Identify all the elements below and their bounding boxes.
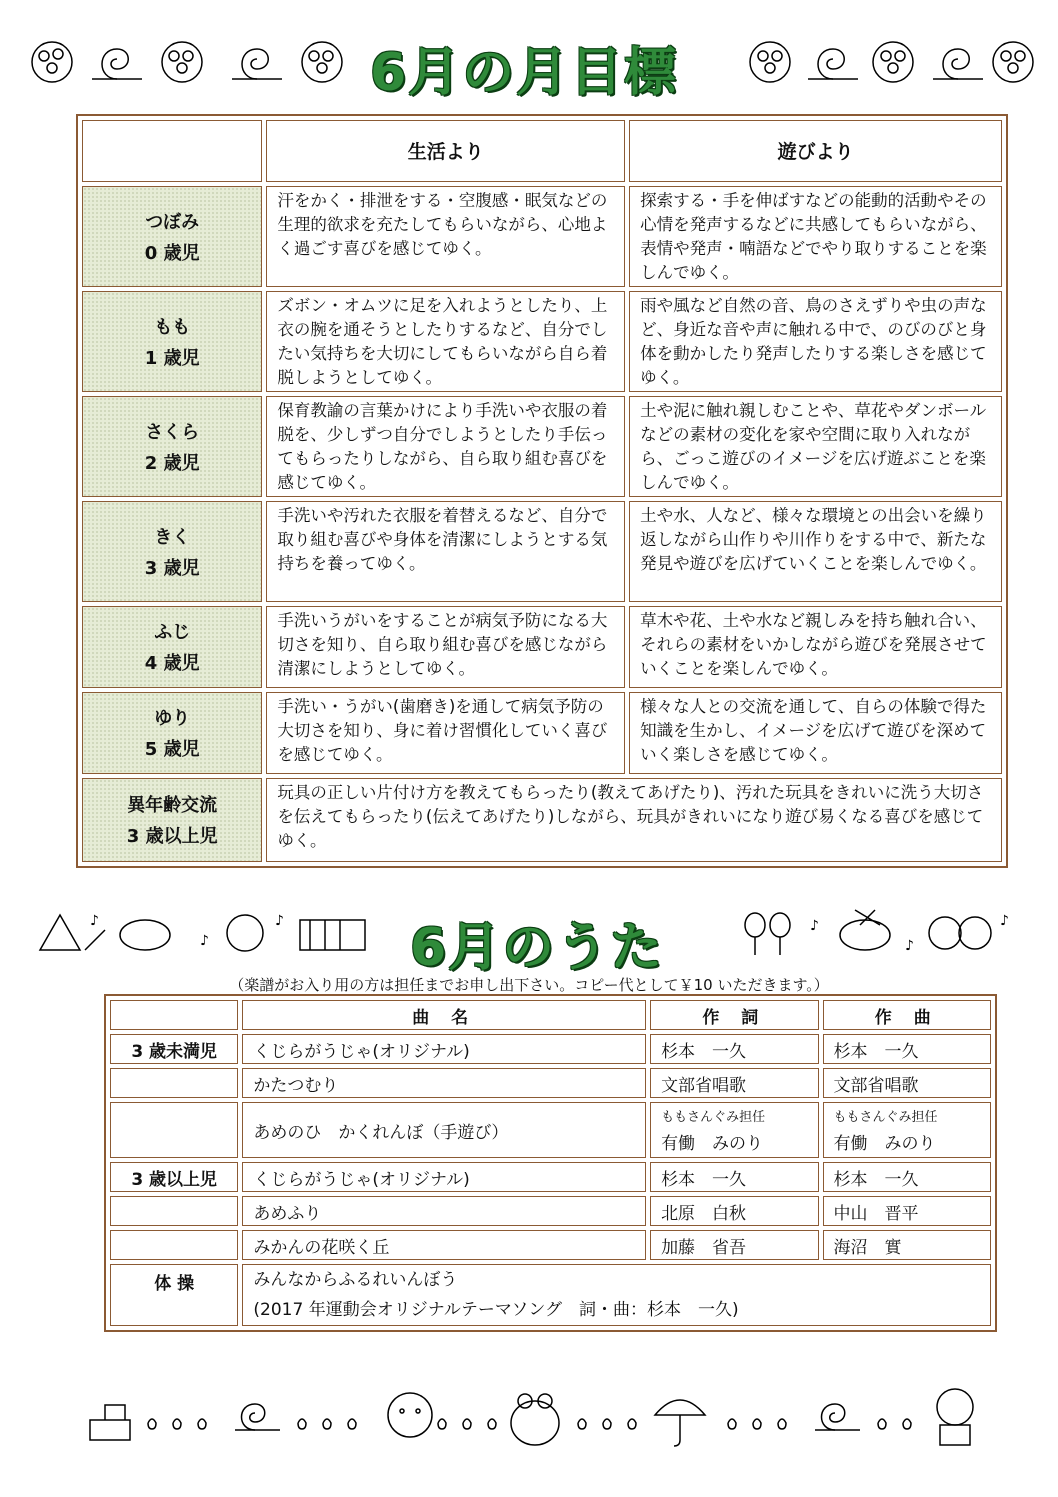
class-cell: ゆり 5 歳児 (82, 692, 262, 774)
play-goal: 雨や風など自然の音、鳥のさえずりや虫の声など、身近な音や声に触れる中で、のびのびと身体を動かしたり発声したりする楽しさを感じてゆく。 (629, 291, 1002, 392)
lyricist: 文部省唱歌 (650, 1068, 818, 1098)
play-goal: 様々な人との交流を通して、自らの体験で得た知識を生かし、イメージを広げて遊びを深めていく楽しさを感じてゆく。 (629, 692, 1002, 774)
class-cell: もも 1 歳児 (82, 291, 262, 392)
life-header: 生活より (266, 120, 625, 182)
song-row (110, 1068, 991, 1098)
songs-table (104, 994, 997, 1332)
play-goal: 土や水、人など、様々な環境との出会いを繰り返しながら山作りや川作りをする中で、新たな発見や遊びを広げていくことを楽しんでゆく。 (629, 501, 1002, 602)
table-row (82, 291, 1002, 392)
life-goal: 手洗い・うがい(歯磨き)を通して病気予防の大切さを知り、身に着け習慣化していく喜びを感じてゆく。 (266, 692, 625, 774)
song-title: かたつむり (242, 1068, 646, 1098)
table-row (82, 606, 1002, 688)
corner-cell (82, 120, 262, 182)
svg-text:♪: ♪ (1000, 913, 1009, 929)
age-group (110, 1230, 238, 1260)
play-header: 遊びより (629, 120, 1002, 182)
composer: 杉本 一久 (823, 1034, 991, 1064)
table-row (82, 692, 1002, 774)
monthly-goals-table (76, 114, 1008, 868)
rainy-day-footer-decoration (80, 1385, 1000, 1455)
play-goal: 土や泥に触れ親しむことや、草花やダンボールなどの素材の変化を家や空間に取り入れながら、ごっこ遊びのイメージを広げ遊ぶことを楽しんでゆく。 (629, 396, 1002, 497)
life-goal: 手洗いや汚れた衣服を着替えるなど、自分で取り組む喜びや身体を清潔にしようとする気持ちを養ってゆく。 (266, 501, 625, 602)
exercise-credit: (2017 年運動会オリジナルテーマソング 詞・曲：杉本 一久) (253, 1300, 739, 1320)
exercise-label: 体 操 (110, 1264, 238, 1326)
song-title: あめのひ かくれんぼ（手遊び） (242, 1102, 646, 1158)
svg-text:♪: ♪ (90, 913, 99, 929)
life-goal: ズボン・オムツに足を入れようとしたり、上衣の腕を通そうとしたりするなど、自分でしたい気持ちを大切にしてもらいながら自ら着脱しようとしてゆく。 (266, 291, 625, 392)
instruments-decoration-right (735, 905, 1035, 960)
composer: 中山 晋平 (823, 1196, 991, 1226)
composer: 文部省唱歌 (823, 1068, 991, 1098)
age-group (110, 1068, 238, 1098)
class-cell: ふじ 4 歳児 (82, 606, 262, 688)
table-row (82, 186, 1002, 287)
age-group: 3 歳未満児 (110, 1034, 238, 1064)
composer: 有働 みのり (833, 1133, 936, 1154)
play-goal: 探索する・手を伸ばすなどの能動的活動やその心情を発声するなどに共感してもらいながら、表情や発声・喃語などでやり取りすることを楽しんでゆく。 (629, 186, 1002, 287)
song-row (110, 1102, 991, 1158)
class-cell: 異年齢交流 3 歳以上児 (82, 778, 262, 862)
table-row (82, 396, 1002, 497)
song-row (110, 1230, 991, 1260)
svg-text:♪: ♪ (905, 938, 914, 954)
song-title: くじらがうじゃ(オリジナル) (242, 1034, 646, 1064)
song-row (110, 1196, 991, 1226)
composer: 杉本 一久 (823, 1162, 991, 1192)
age-group (110, 1102, 238, 1158)
svg-text:♪: ♪ (810, 918, 819, 934)
composer-note: ももさんぐみ担任 (833, 1109, 938, 1125)
age-group (110, 1196, 238, 1226)
svg-text:♪: ♪ (200, 933, 209, 949)
lyricist: 加藤 省吾 (650, 1230, 818, 1260)
hydrangea-snail-decoration-right (748, 34, 1038, 94)
song-title: あめふり (242, 1196, 646, 1226)
hydrangea-snail-decoration-left (22, 34, 352, 94)
play-goal: 草木や花、土や水など親しみを持ち触れ合い、それらの素材をいかしながら遊びを発展させていくことを楽しんでゆく。 (629, 606, 1002, 688)
exercise-row (110, 1264, 991, 1326)
exercise-title: みんなからふるれいんぼう (253, 1270, 458, 1290)
class-cell: つぼみ 0 歳児 (82, 186, 262, 287)
life-goal: 手洗いうがいをすることが病気予防になる大切さを知り、自ら取り組む喜びを感じながら清潔にしようとしてゆく。 (266, 606, 625, 688)
class-cell: きく 3 歳児 (82, 501, 262, 602)
lyricist: 杉本 一久 (650, 1034, 818, 1064)
instruments-decoration-left (30, 905, 380, 960)
mixed-age-goal: 玩具の正しい片付け方を教えてもらったり(教えてあげたり)、汚れた玩具をきれいに洗う大切さを伝えてもらったり(伝えてあげたり)しながら、玩具がきれいになり遊び易くなる喜びを感じてゆく。 (266, 778, 1002, 862)
empty-header-cell (110, 1000, 238, 1030)
composer: 海沼 實 (823, 1230, 991, 1260)
score-request-note: （楽譜がお入り用の方は担任までお申し出下さい。コピー代として￥10 いただきます。） (229, 976, 829, 994)
lyricist-cell (650, 1102, 818, 1158)
lyricist-note: ももさんぐみ担任 (661, 1109, 766, 1125)
life-goal: 保育教諭の言葉かけにより手洗いや衣服の着脱を、少しずつ自分でしようとしたり手伝ってもらったりしながら、自ら取り組む喜びを感じてゆく。 (266, 396, 625, 497)
exercise-song (242, 1264, 991, 1326)
table-row-mixed-age (82, 778, 1002, 862)
songs-header-row (110, 1000, 991, 1030)
song-row (110, 1162, 991, 1192)
music-header: 作 曲 (823, 1000, 991, 1030)
table-header-row (82, 120, 1002, 182)
goals-title: 6月の月目標 (370, 43, 679, 103)
life-goal: 汗をかく・排泄をする・空腹感・眠気などの生理的欲求を充たしてもらいながら、心地よく過ごす喜びを感じてゆく。 (266, 186, 625, 287)
lyricist: 北原 白秋 (650, 1196, 818, 1226)
svg-text:♪: ♪ (275, 913, 284, 929)
song-row (110, 1034, 991, 1064)
composer-cell (823, 1102, 991, 1158)
song-title-header: 曲 名 (242, 1000, 646, 1030)
lyrics-header: 作 詞 (650, 1000, 818, 1030)
song-title: くじらがうじゃ(オリジナル) (242, 1162, 646, 1192)
lyricist: 有働 みのり (661, 1133, 764, 1154)
songs-title: 6月のうた (410, 918, 665, 978)
lyricist: 杉本 一久 (650, 1162, 818, 1192)
class-cell: さくら 2 歳児 (82, 396, 262, 497)
song-title: みかんの花咲く丘 (242, 1230, 646, 1260)
table-row (82, 501, 1002, 602)
age-group: 3 歳以上児 (110, 1162, 238, 1192)
